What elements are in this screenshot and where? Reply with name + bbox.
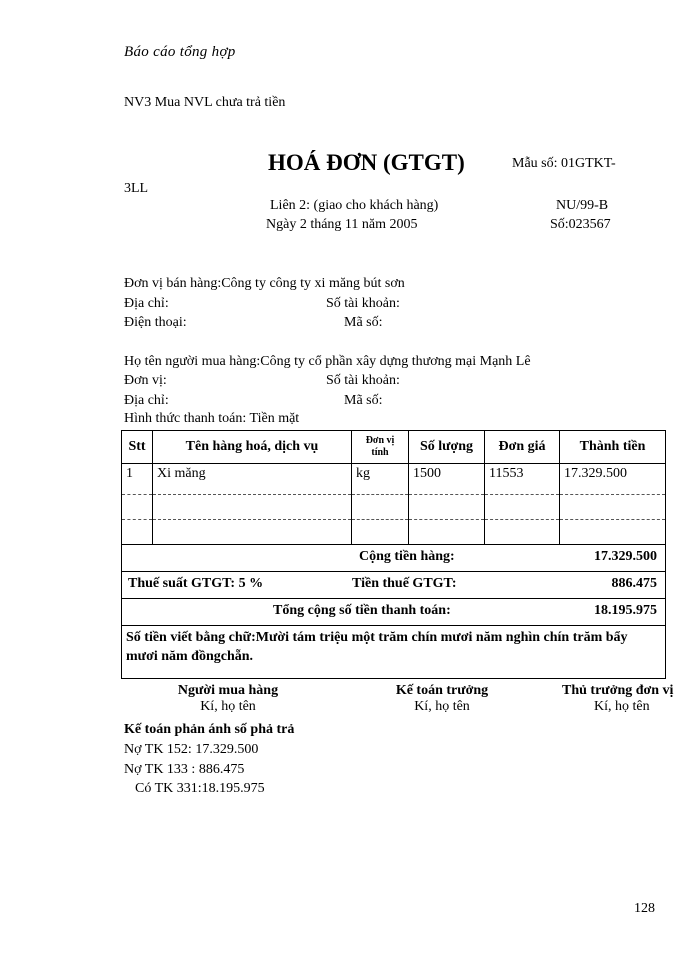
signature-buyer <box>150 683 306 715</box>
buyer-name: Họ tên người mua hàng:Công ty cổ phần xây dựng thương mại Mạnh Lê <box>124 354 531 369</box>
subtotal-value: 17.329.500 <box>594 549 657 564</box>
table-header-row <box>122 431 666 464</box>
buyer-account-label: Số tài khoản: <box>326 373 400 388</box>
col-header-unit: Đơn vị tính <box>352 431 409 464</box>
signature-sub: Kí, họ tên <box>594 699 650 714</box>
invoice-form-number-cont: 3LL <box>124 181 149 196</box>
col-header-quantity: Số lượng <box>409 431 485 464</box>
vat-amount-value: 886.475 <box>611 576 657 591</box>
invoice-title: HOÁ ĐƠN (GTGT) <box>268 150 465 175</box>
invoice-date: Ngày 2 tháng 11 năm 2005 <box>266 217 418 232</box>
report-header: Báo cáo tổng hợp <box>124 44 236 60</box>
grand-total-value: 18.195.975 <box>594 603 657 618</box>
cell-quantity: 1500 <box>409 464 485 495</box>
invoice-number: Số:023567 <box>550 217 611 232</box>
amount-in-words: Số tiền viết bằng chữ:Mười tám triệu một trăm chín mươi năm nghìn chín trăm bẩy mươi năm đồngchẵn. <box>122 626 666 679</box>
accounting-line-debit-133: Nợ TK 133 : 886.475 <box>124 762 245 777</box>
signature-title: Thủ trưởng đơn vị <box>562 683 674 698</box>
invoice-items-table <box>121 430 666 679</box>
col-header-amount: Thành tiền <box>560 431 666 464</box>
seller-name: Đơn vị bán hàng:Công ty công ty xi măng bút sơn <box>124 276 405 291</box>
page-number: 128 <box>634 901 655 916</box>
signature-chief-accountant <box>364 683 520 715</box>
table-row <box>122 464 666 495</box>
seller-phone-label: Điện thoại: <box>124 315 187 330</box>
vat-rate-label: Thuế suất GTGT: 5 % <box>128 576 264 591</box>
cell-unit: kg <box>352 464 409 495</box>
buyer-tax-code-label: Mã số: <box>344 393 383 408</box>
transaction-note: NV3 Mua NVL chưa trả tiền <box>124 95 286 110</box>
invoice-form-number: Mẫu số: 01GTKT- <box>512 156 616 171</box>
col-header-item-name: Tên hàng hoá, dịch vụ <box>153 431 352 464</box>
subtotal-row <box>122 545 666 572</box>
col-header-stt: Stt <box>122 431 153 464</box>
grand-total-label: Tổng cộng số tiền thanh toán: <box>273 603 451 618</box>
signature-head-of-unit <box>540 683 700 715</box>
table-row-empty <box>122 495 666 520</box>
buyer-address-label: Địa chỉ: <box>124 393 169 408</box>
cell-amount: 17.329.500 <box>560 464 666 495</box>
invoice-symbol: NU/99-B <box>556 198 609 213</box>
grand-total-row <box>122 599 666 626</box>
table-row-empty <box>122 520 666 545</box>
signature-title: Người mua hàng <box>177 683 279 698</box>
vat-row <box>122 572 666 599</box>
signature-title: Kế toán trưởng <box>395 683 489 698</box>
signature-sub: Kí, họ tên <box>200 699 256 714</box>
seller-account-label: Số tài khoản: <box>326 296 400 311</box>
cell-item-name: Xi măng <box>153 464 352 495</box>
accounting-line-credit-331: Có TK 331:18.195.975 <box>135 781 265 796</box>
cell-unit-price: 11553 <box>485 464 560 495</box>
seller-address-label: Địa chỉ: <box>124 296 169 311</box>
invoice-copy: Liên 2: (giao cho khách hàng) <box>270 198 439 213</box>
accounting-title: Kế toán phản ánh số phả trả <box>124 722 295 737</box>
col-header-unit-price: Đơn giá <box>485 431 560 464</box>
seller-tax-code-label: Mã số: <box>344 315 383 330</box>
buyer-unit-label: Đơn vị: <box>124 373 167 388</box>
vat-amount-label: Tiền thuế GTGT: <box>352 576 457 591</box>
cell-stt: 1 <box>122 464 153 495</box>
accounting-line-debit-152: Nợ TK 152: 17.329.500 <box>124 742 259 757</box>
amount-in-words-row <box>122 626 666 679</box>
payment-method: Hình thức thanh toán: Tiền mặt <box>124 411 300 426</box>
signature-sub: Kí, họ tên <box>414 699 470 714</box>
subtotal-label: Cộng tiền hàng: <box>359 549 455 564</box>
